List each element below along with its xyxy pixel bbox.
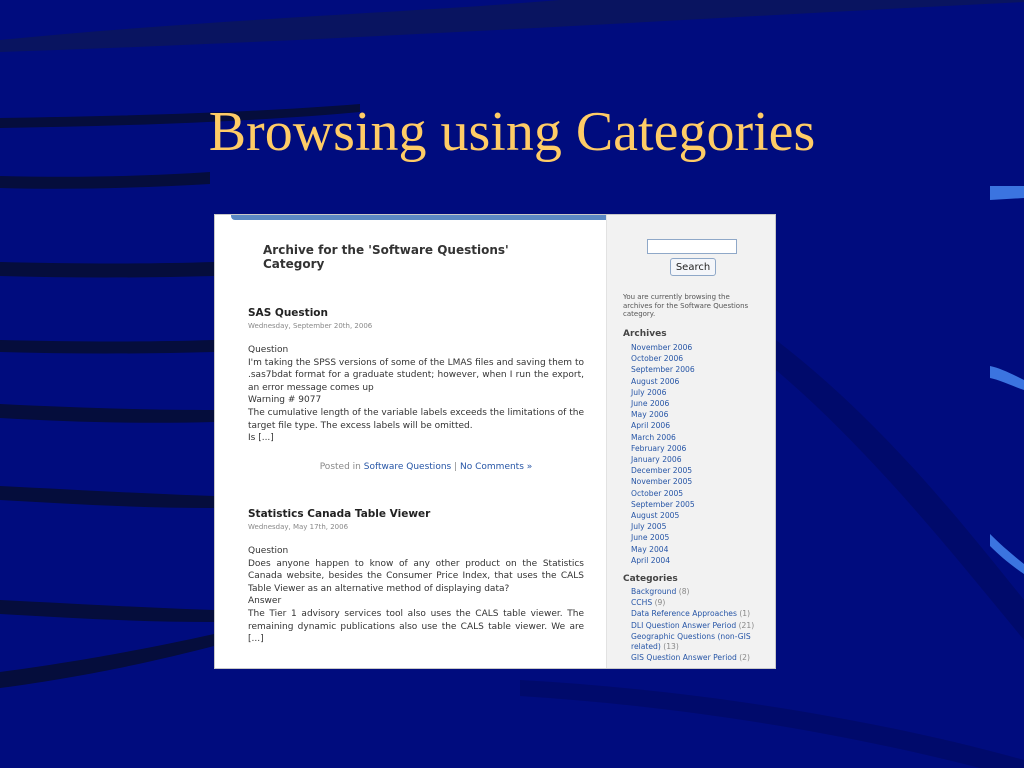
post-line: Warning # 9077: [248, 395, 322, 406]
categories-list: [623, 587, 773, 663]
category-count: (8): [678, 587, 690, 596]
main-content: [248, 215, 584, 669]
category-count: (1): [739, 609, 751, 619]
category-link[interactable]: GIS Question Answer Period: [631, 652, 737, 662]
category-link[interactable]: DLI Question Answer Period: [631, 620, 737, 630]
browse-note: You are currently browsing the archives for the Software Questions category.: [623, 293, 749, 319]
search-button[interactable]: Search: [670, 258, 716, 276]
category-link[interactable]: CCHS: [631, 598, 653, 608]
search-input[interactable]: [647, 239, 737, 254]
archive-link[interactable]: September 2005: [631, 499, 695, 509]
archive-link[interactable]: November 2006: [631, 343, 693, 352]
category-link[interactable]: Background: [631, 587, 677, 596]
category-count: (21): [738, 620, 755, 630]
post-line: I'm taking the SPSS versions of some of the LMAS files and saving them to .sas7bdat format for a graduate student; however, when I run the export, an error message comes up: [248, 357, 584, 393]
archive-link[interactable]: February 2006: [631, 443, 687, 453]
post-body: [248, 344, 584, 445]
archive-link[interactable]: May 2006: [631, 410, 669, 420]
category-item[interactable]: [631, 609, 773, 619]
category-item[interactable]: [631, 632, 773, 652]
archives-list: [623, 342, 773, 566]
archive-link[interactable]: July 2005: [631, 522, 667, 532]
category-item[interactable]: [631, 653, 773, 663]
post-line: The cumulative length of the variable labels exceeds the limitations of the target file type. The excess labels will be omitted.: [248, 407, 584, 431]
comments-link[interactable]: No Comments »: [460, 461, 533, 472]
post-title[interactable]: Statistics Canada Table Viewer: [248, 508, 431, 520]
category-item[interactable]: [631, 587, 773, 597]
category-link[interactable]: Software Questions: [363, 461, 452, 472]
categories-section: [623, 574, 773, 664]
category-count: (9): [654, 598, 666, 608]
category-item[interactable]: [631, 598, 773, 608]
post-line: Question: [248, 546, 289, 556]
archive-link[interactable]: March 2006: [631, 432, 676, 442]
post-sas-question: [248, 307, 584, 472]
archive-link[interactable]: July 2006: [631, 387, 667, 397]
archive-link[interactable]: June 2006: [631, 399, 670, 409]
archives-section: [623, 329, 773, 566]
archive-link[interactable]: May 2004: [631, 544, 669, 554]
archive-link[interactable]: October 2005: [631, 488, 684, 498]
archive-link[interactable]: September 2006: [631, 365, 695, 375]
post-line: Answer: [248, 596, 282, 607]
category-count: (2): [739, 652, 750, 662]
archive-link[interactable]: August 2005: [631, 511, 680, 521]
browser-screenshot: [214, 214, 776, 669]
post-body: [248, 545, 584, 646]
archive-link[interactable]: December 2005: [631, 466, 693, 476]
archive-link[interactable]: April 2004: [631, 555, 671, 565]
post-date: Wednesday, September 20th, 2006: [248, 322, 373, 330]
archive-link[interactable]: January 2006: [631, 455, 682, 465]
archive-link[interactable]: November 2005: [631, 477, 693, 487]
archive-link[interactable]: August 2006: [631, 376, 680, 386]
archive-link[interactable]: April 2006: [631, 421, 671, 431]
post-line: The Tier 1 advisory services tool also uses the CALS table viewer. The remaining dynamic publications also use the CALS table viewer. We are [...]: [248, 608, 584, 645]
slide-title: Browsing using Categories: [208, 101, 816, 163]
category-count: (13): [663, 641, 679, 651]
meta-separator: |: [454, 461, 458, 472]
sidebar: [606, 215, 776, 669]
category-link[interactable]: Data Reference Approaches: [631, 609, 737, 619]
archive-link[interactable]: June 2005: [631, 533, 670, 543]
post-line: Is [...]: [248, 433, 274, 444]
archives-heading: Archives: [623, 329, 667, 339]
post-meta: [248, 462, 584, 472]
category-item[interactable]: [631, 621, 773, 631]
post-statcan-table-viewer: [248, 508, 584, 646]
post-title[interactable]: SAS Question: [248, 307, 328, 319]
categories-heading: Categories: [623, 574, 678, 584]
archive-link[interactable]: October 2006: [631, 354, 684, 364]
post-date: Wednesday, May 17th, 2006: [248, 523, 349, 531]
post-line: Does anyone happen to know of any other product on the Statistics Canada website, besides the Consumer Price Index, that uses the CALS Table Viewer as an alternative method of displaying data?: [248, 558, 584, 594]
posted-in-label: Posted in: [319, 461, 361, 472]
post-line: Question: [248, 345, 289, 355]
archive-heading: Archive for the 'Software Questions' Category: [263, 243, 509, 271]
category-link[interactable]: Geographic Questions (non-GIS related): [631, 631, 751, 651]
